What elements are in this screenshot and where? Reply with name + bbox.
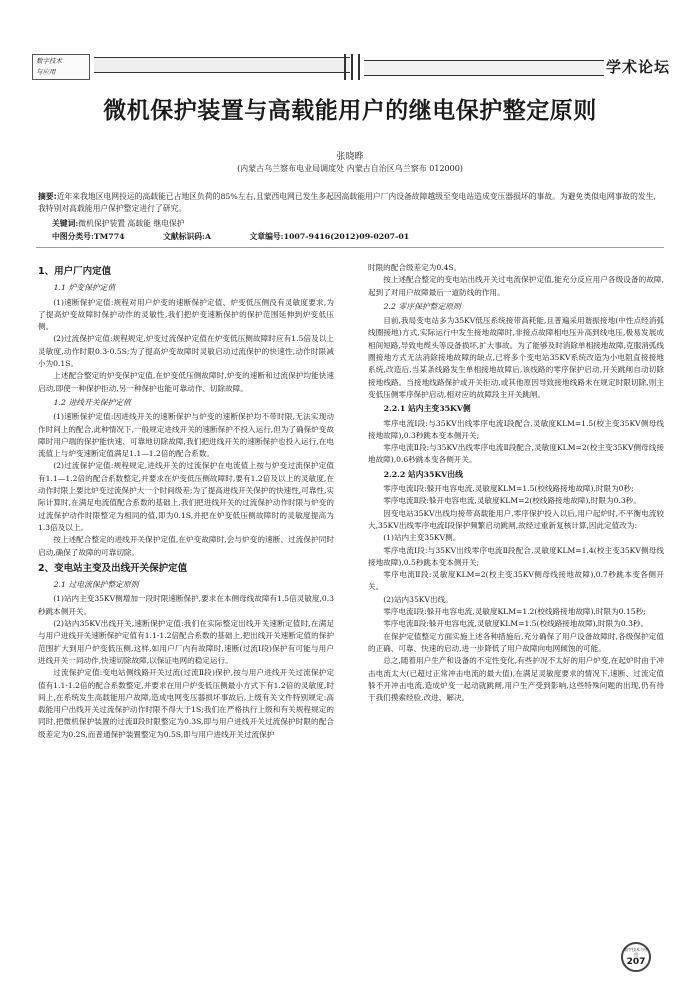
page-header (30, 52, 670, 84)
subheading-2-2-2: 2.2.2 站内35KV出线 (383, 469, 463, 479)
subheading-1-1: 1.1 炉变保护定值 (53, 283, 116, 293)
paragraph: 在保护定值整定方面实施上述各种措施后,充分确保了用户设备故障时,各级保护定值的正确、可靠、快速的启动,进一步降低了用户故障向电网倾蚀的可能。 (368, 631, 664, 653)
subheading-2-1: 2.1 过电流保护整定原则 (53, 580, 139, 590)
paragraph: 零序电流Ⅰ段:与35KV出线零序电流Ⅰ段配合,灵敏度KLM=1.5(校主变35KV侧母线接地故障),0.3秒跳本变本侧开关; (368, 418, 664, 440)
abstract-label: 摘要: (38, 192, 57, 201)
subheading-1-2: 1.2 进线开关保护定值 (53, 397, 131, 407)
paragraph: 按上述配合整定的进线开关保护定值,在炉变故障时,会与炉变的速断、过流保护同时启动,确保了故障的可靠切除。 (38, 535, 334, 557)
paragraph: 总之,随着用户生产和设备的不定性变化,有些护况不太好的用户炉变,在起炉时由于冲击电流太大(已超过正常冲击电流的最大值),在满足灵敏度要求的情况下,速断、过流定值躲不开冲击电流,造成炉变一起动就跳闸,用户生产受到影响,这些特殊问题的出现,仍有待于我们摸索经验,改进、解决。 (368, 656, 664, 703)
paragraph: 零序电流Ⅱ段:灵敏度KLM=2(校主变35KV侧母线接地故障),0.7秒跳本变各侧开关。 (368, 570, 664, 592)
paragraph: 零序电流Ⅰ段:与35KV出线零序电流Ⅱ段配合,灵敏度KLM=1.4(校主变35KV侧母线接地故障),0.5秒跳本变本侧开关; (368, 545, 664, 567)
divider (36, 247, 664, 248)
paragraph: 目前,我局变电站多为35KV低压系统接带高耗能,且普遍采用谐振接地(中性点经消弧线圈接地)方式,实际运行中发生接地故障时,非接点故障相电压升高到线电压,极易发展成相间短路,导致电缆头等设备损坏,扩大事故。为了能够及时消除单相接地故障,克服消弧线圈接地方式无法消除接地故障的缺点,已将多个变电站35KV系统改造为小电阻直接接地系统,改造后,当某条线路发生单相接地故障后,该线路的零序保护启动,开关跳闸自动切除接地线路。当接地线路保护或开关拒动,或其他原因导致接地线路未在规定时限切除,则主变低压侧零序保护启动,相对应的故障段主开关跳闸。 (368, 316, 664, 399)
paragraph: (2)站内35KV出线。 (383, 594, 453, 604)
article-title: 微机保护装置与高载能用户的继电保护整定原则 (103, 97, 597, 124)
paragraph: 按上述配合整定的变电站出线开关过电流保护定值,能充分反应用户各级设备的故障,起到了对用户故障最后一道防线的作用。 (368, 275, 664, 297)
paragraph: (2)过流保护定值:规程规定,进线开关的过流保护在电流值上按与炉变过流保护定值有1.1—1.2倍的配合系数整定,并要求在炉变低压侧故障时,要有1.2倍及以上的灵敏度,在动作时限上要比炉变过流保护大一个时间级差;为了提高进线开关保护的快速性,可靠性,实际计算时,在满足电流值配合系数的基础上,我们把进线开关的过流保护动作时限与炉变的过流保护动作时限整定为相同的值,即为0.1S,并把在炉变低压侧故障时的灵敏度提高为1.3倍及以上。 (38, 461, 334, 532)
section-tag: 学术论坛 (605, 58, 670, 76)
subheading-2-2-1: 2.2.1 站内主变35KV侧 (383, 404, 471, 414)
abstract-text: 近年来我地区电网投运的高载能已占地区负荷的85%左右,且蒙西电网已发生多起因高载能用户厂内设备故障越级至变电站造成变压器损坏的事故。为避免类似电网事故的发生,我特别对高载能用户保护整定进行了研究。 (38, 192, 656, 213)
paragraph: 零序电流Ⅰ段:躲开电容电流,灵敏度KLM=1.5(校线路接地故障),时限为0秒; (383, 484, 634, 494)
clc-value: TM774 (93, 232, 125, 241)
header-divider (342, 54, 364, 80)
clc-label: 中图分类号: (52, 232, 94, 241)
heading-2: 2、变电站主变及出线开关保护定值 (38, 562, 188, 574)
article-meta (52, 231, 652, 242)
paragraph: 上述配合整定的炉变保护定值,在炉变低压侧故障时,炉变的速断和过流保护均能快速启动,即使一种保护拒动,另一种保护也能可靠动作、切除故障。 (38, 371, 334, 393)
keywords-text: 微机保护装置 高载能 继电保护 (78, 219, 185, 228)
page-number: 207 (626, 957, 646, 967)
paragraph: 零序电流Ⅰ段:躲开电容电流,灵敏度KLM=1.2(校线路接地故障),时限为0.15秒; (383, 607, 646, 617)
affiliation: (内蒙古乌兰察布电业局调度处 内蒙古自治区乌兰察布 012000) (237, 164, 463, 173)
article-no-value: 1007-9416(2012)09-0207-01 (283, 232, 410, 241)
logo-line-2: 与应用 (36, 68, 56, 76)
keywords-label: 关键词: (52, 219, 79, 228)
page-number-badge (621, 942, 651, 972)
paragraph: (1)速断保护定值:因进线开关的速断保护与炉变的速断保护均不带时限,无法实现动作时间上的配合,此种情况下,一般规定进线开关的速断保护不投入运行,但为了确保炉变故障时用户端的保护能快速、可靠地切除故障,我们把进线开关的速断保护也投入运行,在电流值上与炉变速断定值满足1.1—1.2倍的配合系数。 (38, 412, 334, 459)
abstract (38, 191, 662, 215)
paragraph: (1)速断保护定值:规程对用户炉变的速断保护定值、炉变低压侧没有灵敏度要求,为了提高炉变故障时保护动作的灵敏性,我们把炉变速断保护的保护范围延伸到炉变低压侧。 (38, 297, 334, 332)
page-badge-label: 数字技术与应用 (624, 947, 648, 957)
paragraph: 因变电站35KV出线均接带高载能用户,零序保护投入以后,用户起炉时,不平衡电流较大,35KV出线零序电流Ⅰ段保护频繁启动跳闸,故经过重新复核计算,因此定值改为: (368, 508, 664, 530)
paragraph: (2)站内35KV出线开关,速断保护定值:我们在实际整定出线开关速断定值时,在满足与用户进线开关速断保护定值有1.1-1.2倍配合系数的基础上,把出线开关速断定值的保护范围扩大到用户炉变低压侧,这样,如用户厂内有故障时,速断(过流Ⅰ段)保护有可能与用户进线开关一同动作,快速切除故障,以保证电网的稳定运行。 (38, 619, 334, 665)
article-no-label: 文章编号: (249, 232, 284, 241)
keywords (52, 218, 185, 229)
paragraph: 零序电流Ⅱ段:躲开电容电流,灵敏度KLM=1.5(校线路接地故障),时限为0.3秒。 (383, 619, 649, 629)
header-bar-right (364, 60, 604, 76)
doc-code-value: A (204, 232, 212, 241)
journal-logo (32, 54, 90, 80)
header-bar (94, 57, 350, 73)
logo-line-1: 数字技术 (36, 57, 62, 65)
author: 张晓晔 (336, 152, 364, 162)
subheading-2-2: 2.2 零序保护整定原则 (383, 301, 461, 311)
heading-1: 1、用户厂内定值 (38, 266, 112, 277)
paragraph: (1)站内主变35KV侧增加一段时限速断保护,要求在本侧母线故障有1.5倍灵敏度,0.3秒跳本侧开关。 (38, 594, 334, 616)
paragraph: (2)过流保护定值:规程规定,炉变过流保护定值在炉变低压侧故障时应有1.5倍及以上灵敏度,动作时限0.3-0.5S;为了提高炉变故障时灵敏启动过流保护的快速性,动作时限减小为0.1S。 (38, 334, 334, 369)
paragraph: 过流保护定值:变电站侧线路开关过流(过流Ⅱ段)保护,按与用户进线开关过流保护定值有1.1-1.2倍的配合系数整定,并要求在用户炉变低压侧最小方式下有1.2倍的灵敏度,时间上,在系统发生高载能用户故障,造成电网变压器损坏事故后,上级有关文件特别规定:高载能用户出线开关过流保护动作时限不得大于1S;我们在严格执行上级和有关规程规定的同时,把微机保护装置的过流Ⅱ段时限整定为0.3S,即与用户进线开关过流保护时限的配合级差定为0.2S,而普通保护装置整定为0.5S,即与用户进线开关过流保护 (38, 668, 334, 739)
paragraph: (1)站内主变35KV侧。 (383, 533, 461, 543)
paragraph: 时限的配合级差定为0.4S。 (368, 263, 462, 272)
doc-code-label: 文献标识码: (163, 232, 205, 241)
paragraph: 零序电流Ⅱ段:与35KV出线零序电流Ⅱ段配合,灵敏度KLM=2(校主变35KV侧母线接地故障),0.6秒跳本变各侧开关。 (368, 443, 664, 465)
right-column (368, 262, 664, 704)
left-column (38, 262, 334, 741)
paragraph: 零序电流Ⅱ段:躲开电容电流,灵敏度KLM=2(校线路接地故障),时限为0.3秒。 (383, 496, 641, 506)
